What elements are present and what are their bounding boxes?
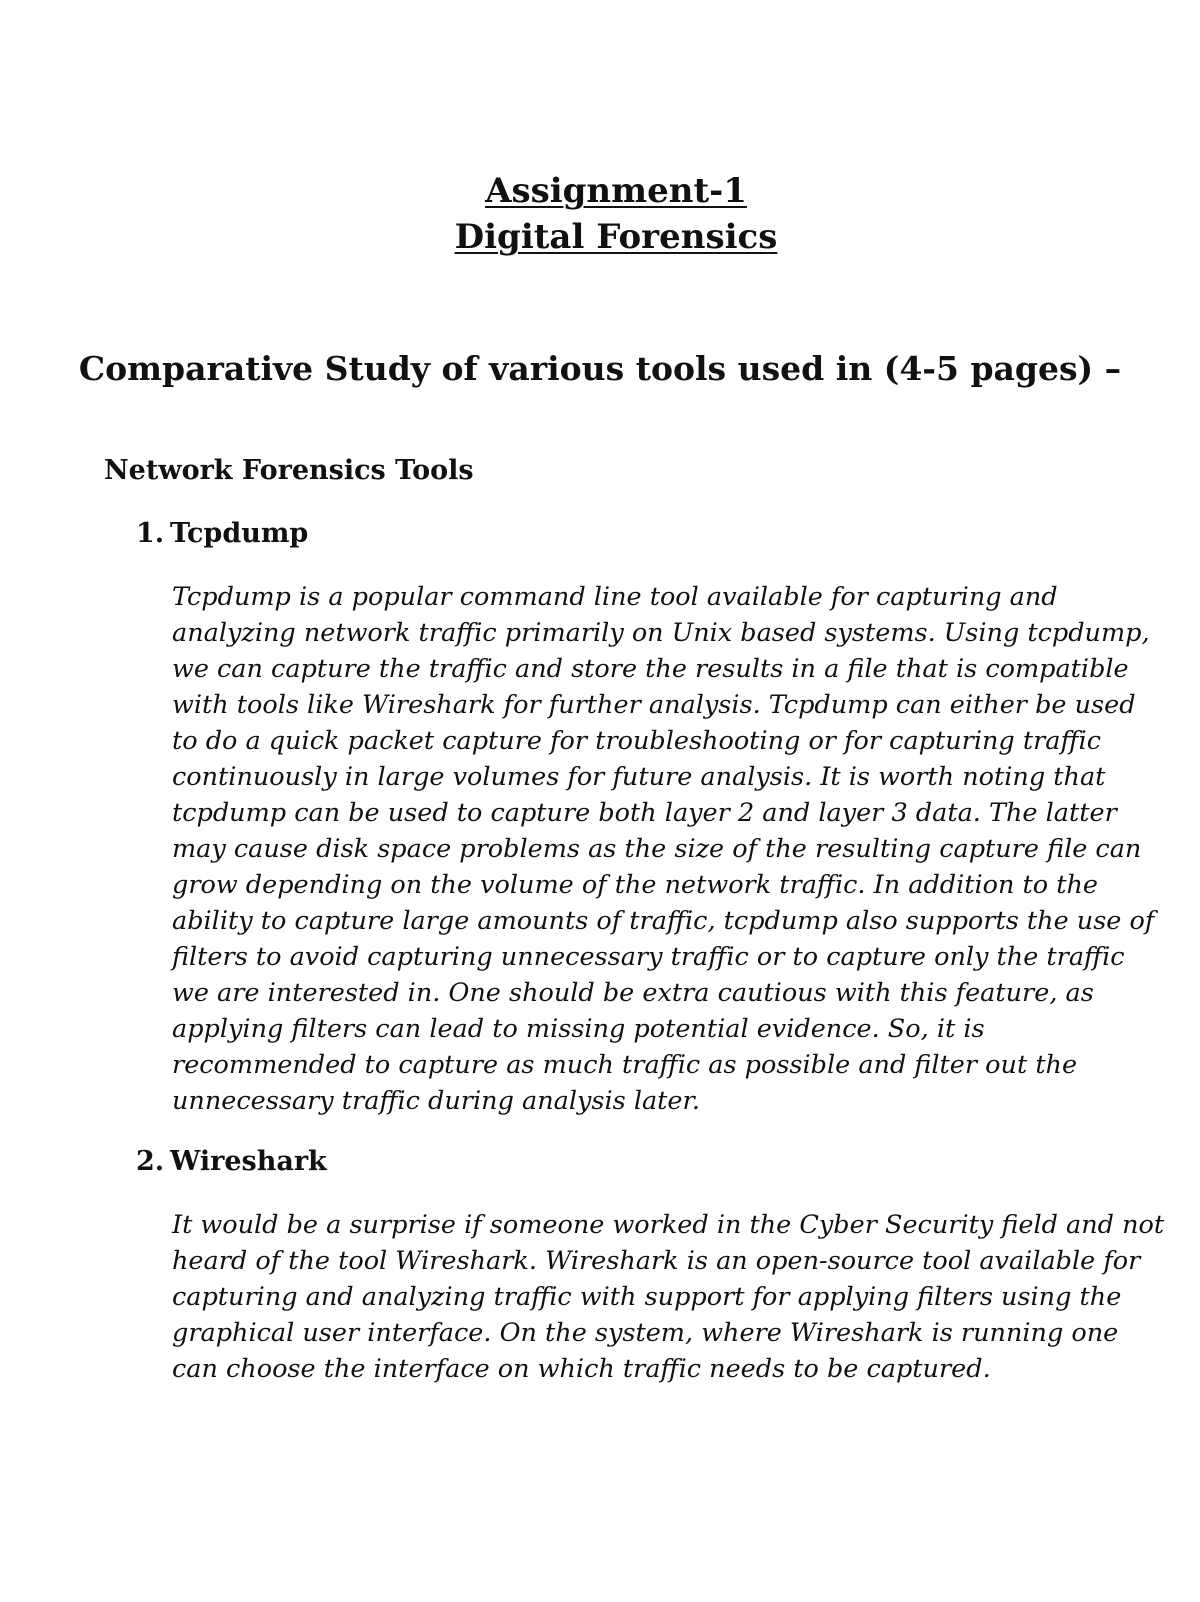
course-title: Digital Forensics [454,217,778,257]
paragraph-line: may cause disk space problems as the size of the resulting capture file can [172,834,1142,864]
paragraph-line: graphical user interface. On the system, where Wireshark is running one [172,1318,1119,1348]
document-subtitle: Comparative Study of various tools used in (4-5 pages) – [78,349,1122,388]
section-heading: Network Forensics Tools [104,455,474,486]
paragraph-line: grow depending on the volume of the network traffic. In addition to the [172,870,1099,900]
item-heading-wireshark [136,1143,327,1181]
paragraph-line: we can capture the traffic and store the results in a file that is compatible [172,654,1129,684]
item-heading-tcpdump [136,515,308,553]
paragraph-tcpdump [172,579,1162,1119]
paragraph-line: with tools like Wireshark for further analysis. Tcpdump can either be used [172,690,1136,720]
item-number: 2. [136,1146,165,1177]
paragraph-line: continuously in large volumes for future analysis. It is worth noting that [172,762,1106,792]
assignment-title: Assignment-1 [485,171,747,211]
paragraph-line: It would be a surprise if someone worked in the Cyber Security field and not [172,1210,1165,1240]
paragraph-line: filters to avoid capturing unnecessary traffic or to capture only the traffic [172,942,1125,972]
item-title: Wireshark [170,1146,327,1177]
paragraph-line: analyzing network traffic primarily on Unix based systems. Using tcpdump, [172,618,1150,648]
item-number: 1. [136,518,165,549]
paragraph-line: heard of the tool Wireshark. Wireshark is an open-source tool available for [172,1246,1141,1276]
paragraph-line: unnecessary traffic during analysis later. [172,1086,701,1116]
item-title: Tcpdump [170,518,309,549]
paragraph-line: applying filters can lead to missing potential evidence. So, it is [172,1014,985,1044]
paragraph-line: capturing and analyzing traffic with support for applying filters using the [172,1282,1122,1312]
paragraph-line: to do a quick packet capture for troubleshooting or for capturing traffic [172,726,1101,756]
paragraph-line: tcpdump can be used to capture both layer 2 and layer 3 data. The latter [172,798,1117,828]
paragraph-line: Tcpdump is a popular command line tool available for capturing and [172,582,1058,612]
paragraph-line: recommended to capture as much traffic as possible and filter out the [172,1050,1078,1080]
paragraph-line: ability to capture large amounts of traffic, tcpdump also supports the use of [172,906,1155,936]
paragraph-line: can choose the interface on which traffic needs to be captured. [172,1354,991,1384]
document-title [0,168,1200,260]
paragraph-line: we are interested in. One should be extra cautious with this feature, as [172,978,1094,1008]
paragraph-wireshark [172,1207,1165,1387]
